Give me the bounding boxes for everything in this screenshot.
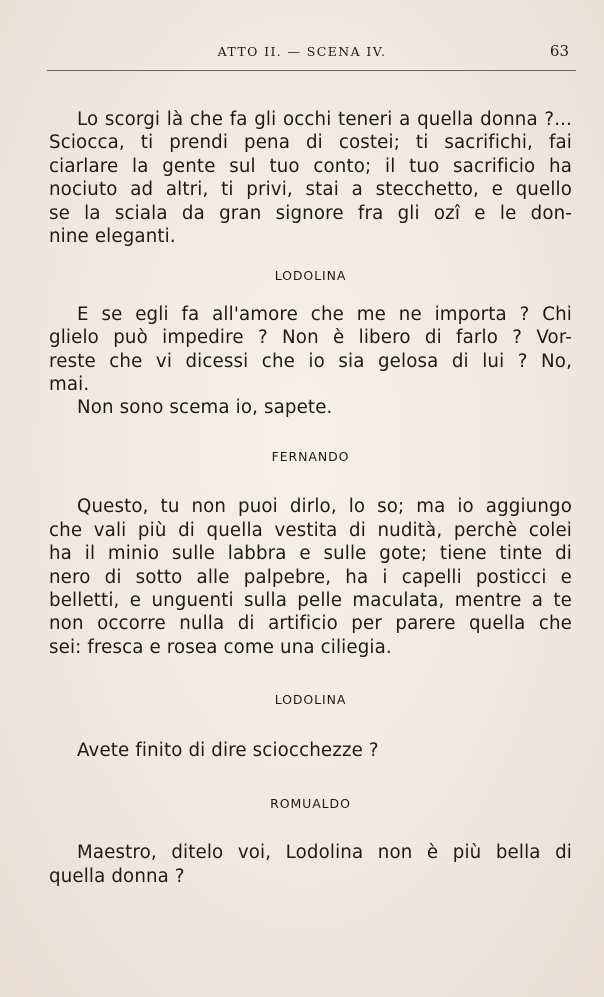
text-line: ciarlare la gente sul tuo conto; il tuo sacrificio ha bbox=[49, 155, 572, 177]
text-line: reste che vi dicessi che io sia gelosa di lui ? No, bbox=[49, 350, 572, 372]
speaker-name: ROMUALDO bbox=[270, 795, 351, 811]
text-line: mai. bbox=[49, 374, 90, 396]
text-line: non occorre nulla di artificio per parere quella che bbox=[49, 613, 572, 635]
speech-paragraph bbox=[49, 495, 572, 659]
text-line: che vali più di quella vestita di nudità, perchè colei bbox=[49, 519, 572, 541]
speech-paragraph bbox=[49, 739, 572, 762]
text-line: sei: fresca e rosea come una ciliegia. bbox=[49, 636, 392, 658]
text-line: Questo, tu non puoi dirlo, lo so; ma io aggiungo bbox=[77, 496, 572, 518]
header-rule bbox=[47, 70, 576, 71]
text-line: Non sono scema io, sapete. bbox=[77, 397, 333, 419]
text-line: nociuto ad altri, ti privi, stai a stecchetto, e quello bbox=[49, 179, 572, 201]
text-line: Lo scorgi là che fa gli occhi teneri a quella donna ?... bbox=[77, 109, 572, 130]
text-line: Sciocca, ti prendi pena di costei; ti sacrifichi, fai bbox=[49, 132, 572, 154]
text-line: ha il minio sulle labbra e sulle gote; tiene tinte di bbox=[49, 543, 572, 565]
speech-paragraph bbox=[49, 396, 572, 419]
speech-paragraph bbox=[49, 108, 572, 248]
speaker-name: FERNANDO bbox=[271, 448, 350, 464]
text-line: Maestro, ditelo voi, Lodolina non è più bella di bbox=[77, 842, 572, 864]
text-line: Avete finito di dire sciocchezze ? bbox=[77, 739, 379, 761]
speaker-name: LODOLINA bbox=[274, 692, 347, 708]
text-line: glielo può impedire ? Non è libero di farlo ? Vor- bbox=[49, 327, 572, 349]
text-line: se la sciala da gran signore fra gli ozî e le don- bbox=[49, 202, 572, 224]
text-line: belletti, e unguenti sulla pelle maculata, mentre a te bbox=[49, 589, 572, 611]
text-line: quella donna ? bbox=[49, 865, 185, 887]
text-line: E se egli fa all'amore che me ne importa ? Chi bbox=[77, 303, 572, 325]
running-head: ATTO II. — SCENA IV. bbox=[217, 44, 387, 59]
speaker-name: LODOLINA bbox=[274, 268, 347, 284]
speech-paragraph bbox=[49, 303, 572, 397]
page-number: 63 bbox=[549, 42, 569, 60]
text-line: nine eleganti. bbox=[49, 226, 176, 248]
page-header bbox=[0, 44, 604, 68]
play-text bbox=[49, 108, 572, 888]
speech-paragraph bbox=[49, 841, 572, 888]
text-line: nero di sotto alle palpebre, ha i capelli posticci e bbox=[49, 566, 572, 588]
